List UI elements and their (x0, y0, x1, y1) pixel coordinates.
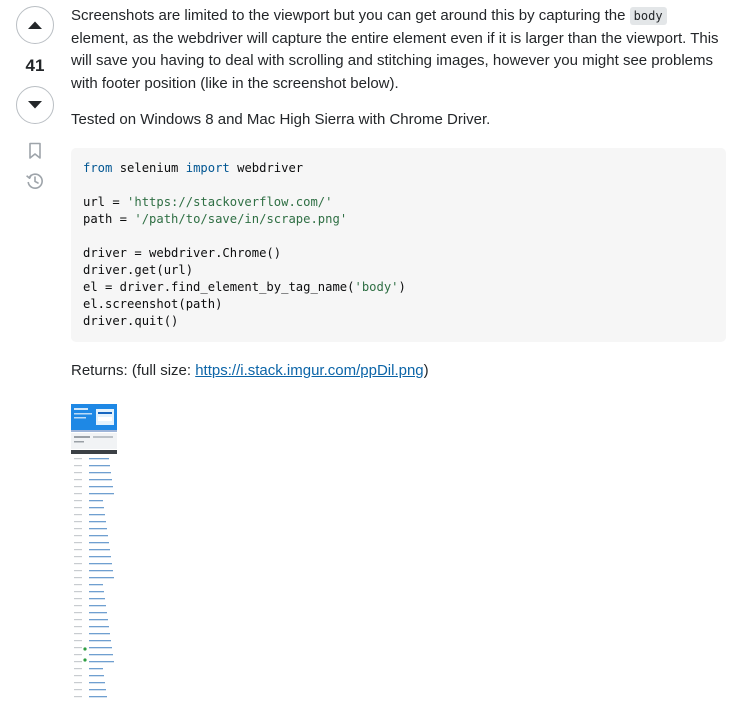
code-text: el.screenshot(path) (83, 296, 223, 311)
para1-text-before: Screenshots are limited to the viewport but you can get around this by capturing the (71, 7, 630, 24)
returns-text-after: ) (423, 361, 429, 379)
code-string: '/path/to/save/in/scrape.png' (134, 211, 348, 226)
code-text: url = (83, 194, 128, 209)
code-text: driver = webdriver.Chrome() (83, 245, 282, 260)
screenshot-thumbnail-image (71, 404, 117, 704)
answer-body (71, 5, 727, 382)
code-text: driver.quit() (83, 313, 179, 328)
code-text: ) (398, 279, 406, 294)
para1-text-after: element, as the webdriver will capture the entire element even if it is larger than the viewport. This will save you having to deal with scrolling and stitching images, however you might see problems with footer position (like in the screenshot below). (71, 29, 719, 92)
bookmark-button[interactable] (24, 140, 46, 162)
vote-controls (14, 6, 56, 192)
code-text: webdriver (229, 160, 304, 175)
upvote-button[interactable] (16, 6, 54, 44)
inline-code-body: body (630, 7, 667, 25)
code-text: driver.get(url) (83, 262, 194, 277)
code-text: selenium (112, 160, 186, 175)
code-string: 'body' (354, 279, 399, 294)
answer-paragraph-2: Tested on Windows 8 and Mac High Sierra with Chrome Driver. (71, 111, 491, 128)
screenshot-thumbnail[interactable] (71, 404, 117, 704)
code-keyword-from: from (83, 160, 113, 175)
vote-count: 41 (25, 56, 45, 75)
history-button[interactable] (24, 170, 46, 192)
arrow-down-icon (27, 100, 43, 110)
returns-text-before: Returns: (full size: (71, 361, 196, 379)
code-keyword-import: import (185, 160, 230, 175)
downvote-button[interactable] (16, 86, 54, 124)
returns-paragraph (71, 360, 727, 383)
arrow-up-icon (27, 20, 43, 30)
bookmark-icon (28, 142, 42, 160)
history-icon (25, 171, 45, 191)
code-text: el = driver.find_element_by_tag_name( (83, 279, 355, 294)
code-string: 'https://stackoverflow.com/' (127, 194, 333, 209)
code-text: path = (83, 211, 135, 226)
code-block (71, 148, 726, 342)
answer-paragraph-1 (71, 5, 727, 95)
full-size-image-link[interactable]: https://i.stack.imgur.com/ppDil.png (195, 361, 424, 379)
